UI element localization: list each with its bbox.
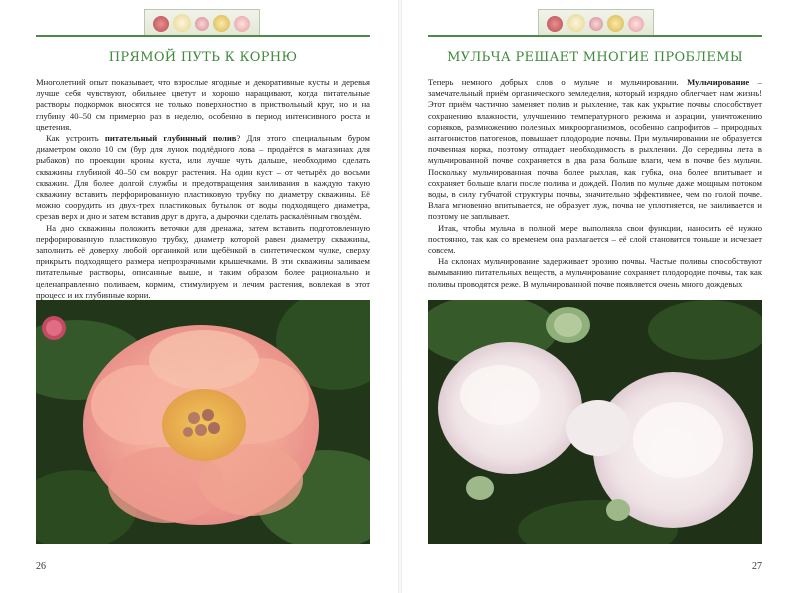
paragraph: Многолетний опыт показывает, что взрослые ягодные и декоративные кусты и деревья лучше себя чувствуют, обильнее цветут и хорошо наращивают, когда питательные растворы подкормок вносятся не только поверхностно в приствольный круг, но и на глубину 40–50 см примерно раз в неделю, особенно в период интенсивного роста и цветения. — [36, 77, 370, 132]
page-title: МУЛЬЧА РЕШАЕТ МНОГИЕ ПРОБЛЕМЫ — [447, 50, 743, 65]
paragraph: На дно скважины положить веточки для дренажа, затем вставить подготовленную перфорированную пластиковую трубку, диаметр которой равен диаметру скважины, заполнить её доверху любой органикой или щебёнкой в синтетическом чулке, сверху прикрыть подходящего размера непрозрачными крышечками. В эти скважины заливаем питательные растворы, описанные выше, и таким образом более рационально и целенаправленно поливаем, кормим, стимулируем и лечим растения, вовлекая в этот процесс и их глубинные корни. — [36, 222, 370, 300]
paragraph: На склонах мульчирование задерживает эрозию почвы. Частые поливы способствуют вымыванию питательных веществ, а мульчирование сохраняет плодородие почвы, так как поливы проводятся реже. В мульчированной почве появляется очень много дождевых — [428, 256, 762, 289]
paragraph: Как устроить питательный глубинный полив? Для этого специальным буром диаметром около 10 см (бур для лунок подлёдного лова – продаётся в магазинах для рыбаков) по проекции кроны куста, или лучше чуть дальше, необходимо сделать скважины глубиной 40–50 см вокруг растения. На один куст – от четырёх до восьми скважин. Для более долгой службы и предотвращения заиливания в каждую такую скважину вставить перфорированную пластиковую трубку по диаметру скважины. Её можно соорудить из двух-трех пластиковых бутылок от воды подходящего диаметра, срезав верх и дно и затем вставив друг в друга, а дырочки сделать раскалённым гвоздём. — [36, 133, 370, 222]
right-page — [400, 0, 800, 593]
roses-banner — [538, 9, 654, 36]
header-rule — [36, 35, 370, 37]
peony-photo-pink — [36, 300, 370, 544]
roses-banner — [144, 9, 260, 36]
paragraph: Теперь немного добрых слов о мульче и мульчировании. Мульчирование – замечательный приём органического земледелия, который изрядно облегчает нам жизнь! Этот приём частично заменяет полив и рыхление, так как укрытие почвы способствует сохранению влажности, улучшению температурного режима и аэрации, уничтожению сорняков, размножению полезных микроорганизмов, особенно сапрофитов – природных антагонистов патогенов, повышает плодородие почвы. При мульчировании не образуется почвенная корка, поэтому отпадает необходимость в рыхлении. До середины лета в мульчированной почве сохраняется в два раза больше влаги, чем в почве без мульчи. Поскольку мульчированная почва более рыхлая, как губка, она более впитывает и сохраняет больше влаги после полива и дождей. Полив по мульче даже мощным потоком воды, в силу губчатой структуры почвы, значительно эффективнее, чем по голой почве. Влага мгновенно впитывается, не образует луж, почва не уплотняется, не заиливается и поэтому не заплывает. — [428, 77, 762, 222]
page-number: 27 — [752, 561, 762, 572]
header-rule — [428, 35, 762, 37]
bold-term: Мульчирование — [687, 77, 750, 87]
bold-term: питательный глубинный полив — [104, 133, 237, 144]
article-body — [428, 77, 762, 290]
page-number: 26 — [36, 561, 46, 572]
page-title: ПРЯМОЙ ПУТЬ К КОРНЮ — [108, 50, 298, 65]
article-body — [36, 77, 370, 301]
paragraph: Итак, чтобы мульча в полной мере выполняла свои функции, наносить её нужно постоянно, так как со временем она разлагается – её слой становится тоньше и исчезает совсем. — [428, 222, 762, 256]
peony-photo-white — [428, 300, 762, 544]
